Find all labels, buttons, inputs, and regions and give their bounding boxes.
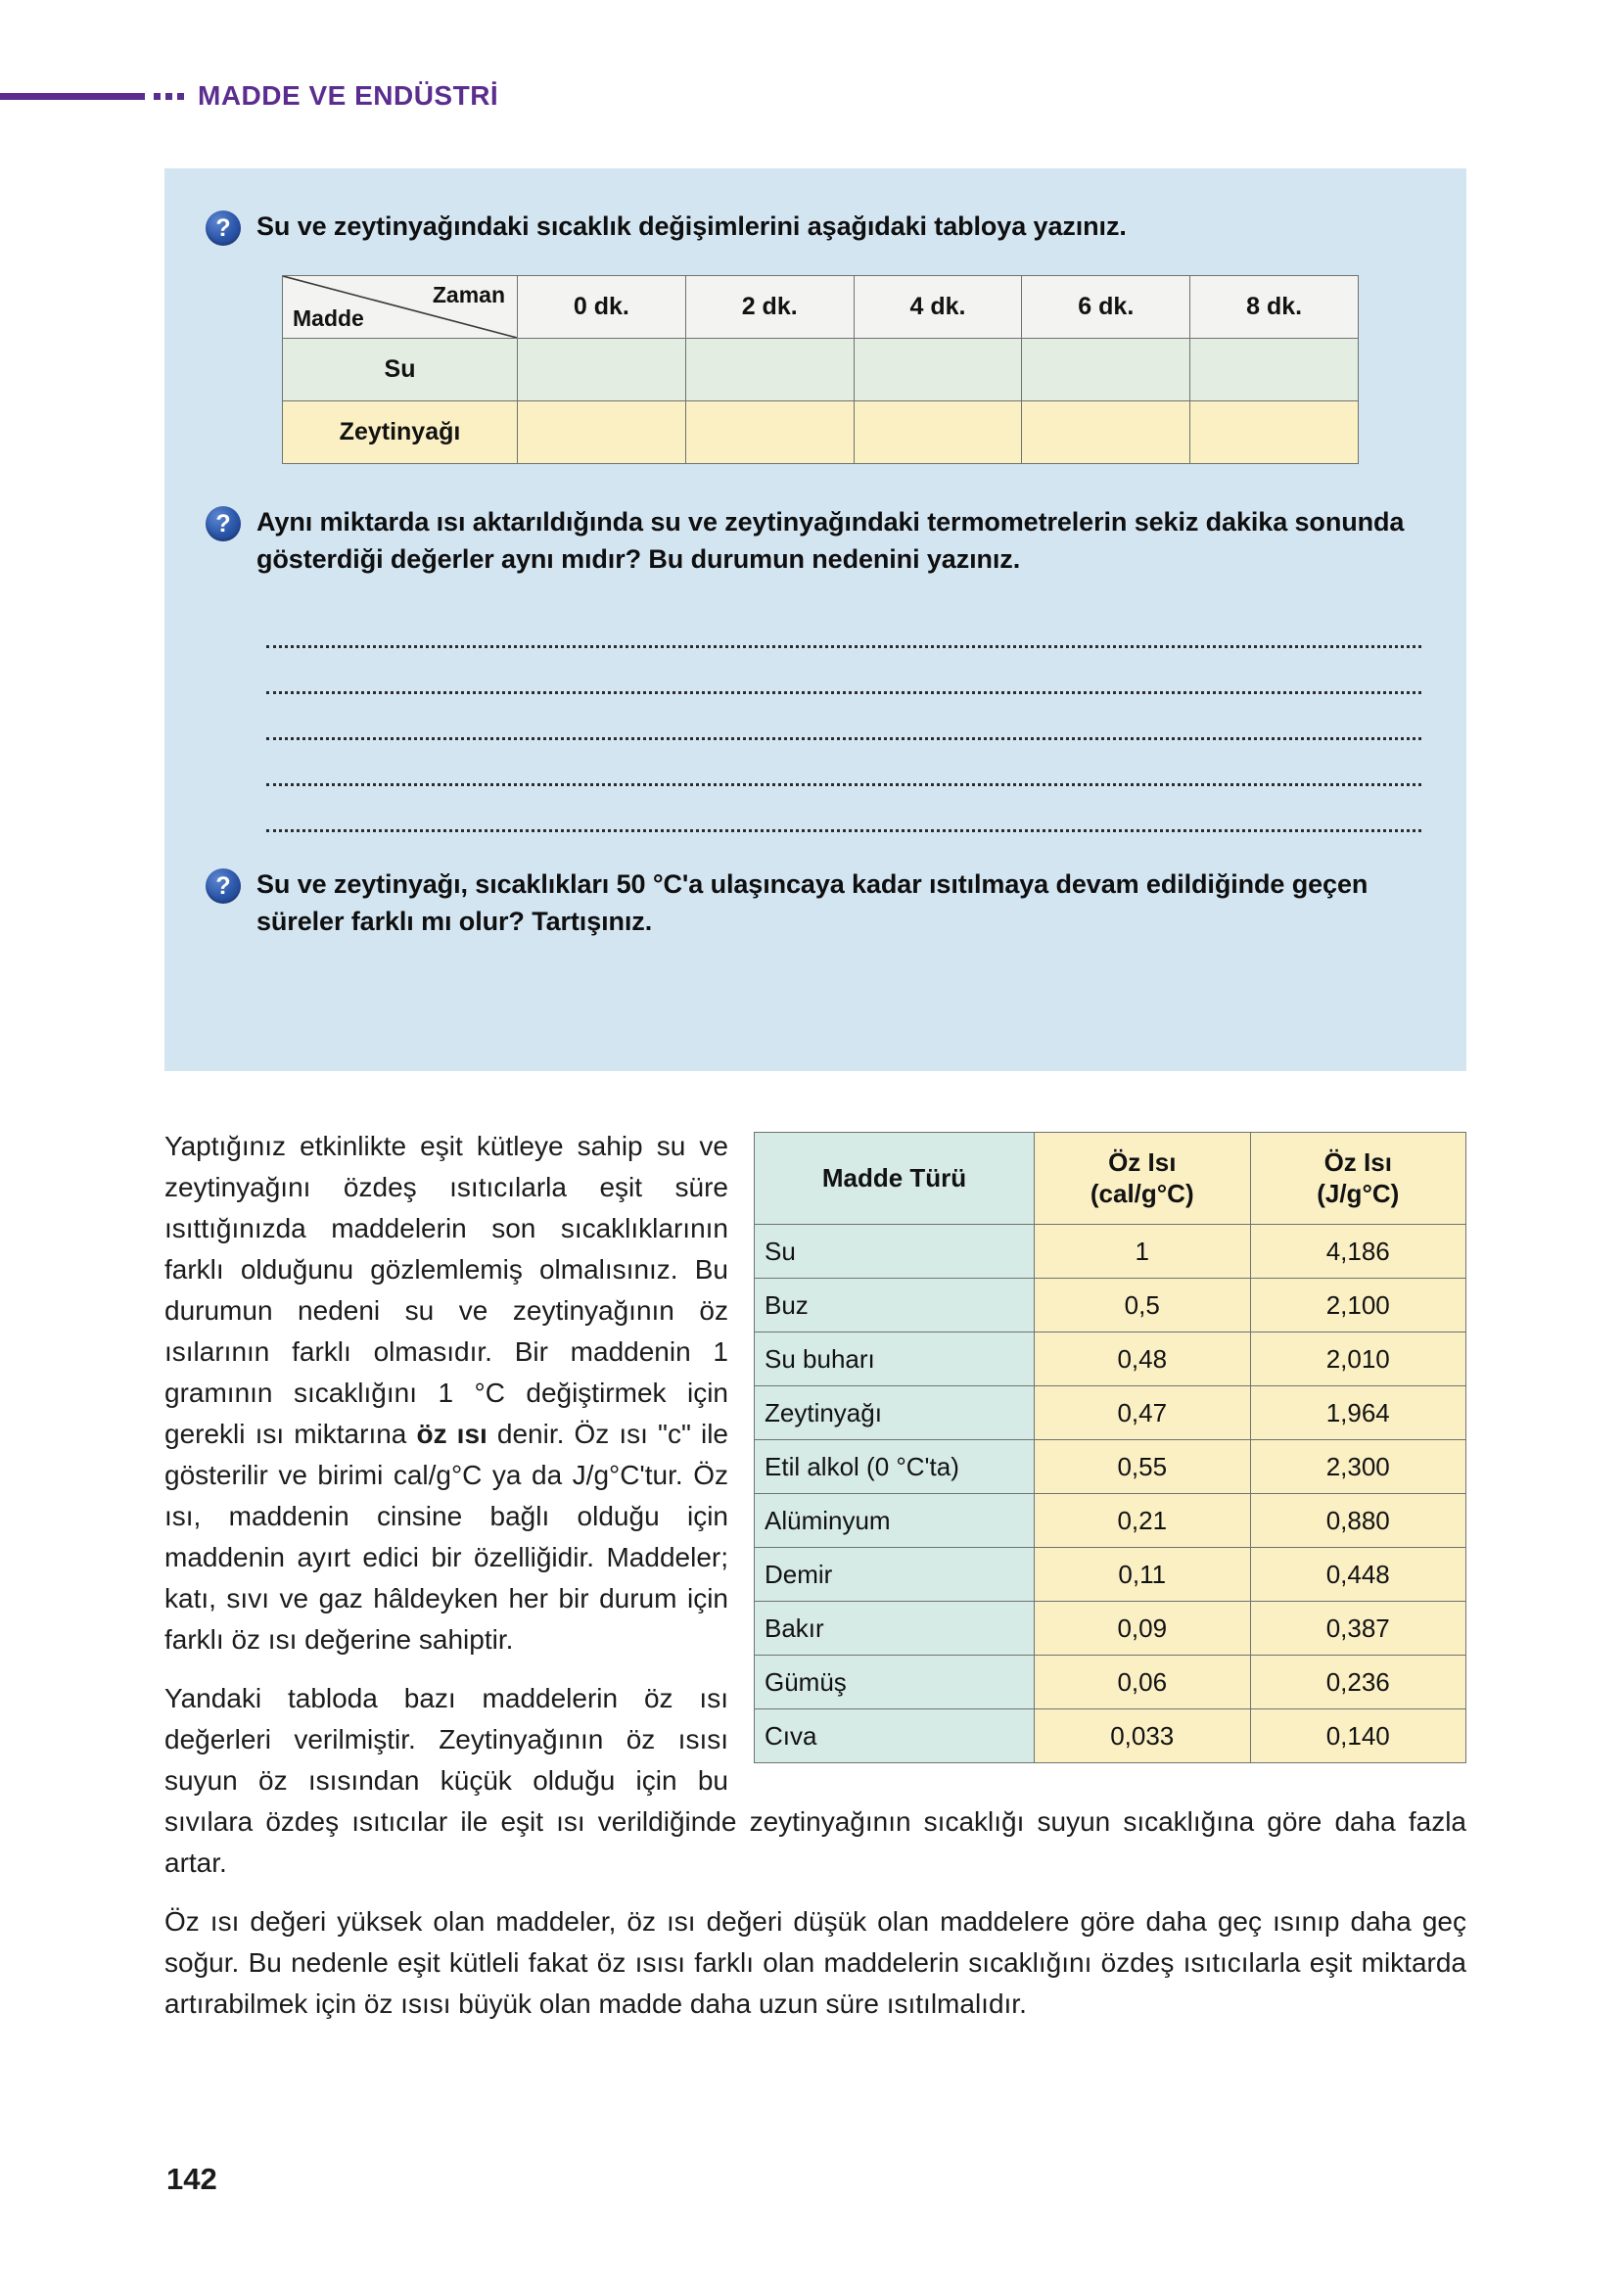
answer-lines xyxy=(266,602,1421,832)
corner-label-zaman: Zaman xyxy=(432,282,505,307)
heat-cal-5: 0,21 xyxy=(1035,1494,1251,1548)
heat-cal-0: 1 xyxy=(1035,1225,1251,1279)
heat-material-0: Su xyxy=(755,1225,1035,1279)
column-header-1: 2 dk. xyxy=(685,276,854,339)
heat-joule-8: 0,236 xyxy=(1250,1656,1466,1709)
question-3 xyxy=(206,865,1425,941)
table-row xyxy=(755,1440,1466,1494)
column-header-2: 4 dk. xyxy=(854,276,1022,339)
heat-joule-4: 2,300 xyxy=(1250,1440,1466,1494)
header-rule xyxy=(0,93,145,100)
table-row xyxy=(755,1709,1466,1763)
row-label-zeytinyagi: Zeytinyağı xyxy=(283,401,518,464)
heat-header-cal xyxy=(1035,1133,1251,1225)
paragraph-3: Öz ısı değeri yüksek olan maddeler, öz ısı değeri düşük olan maddelere göre daha geç ısınıp daha geç soğur. Bu nedenle eşit kütleli fakat öz ısısı farklı olan maddelerin sıcaklığını özdeş ısıtıcılarla eşit miktarda artırabilmek için öz ısısı büyük olan madde daha uzun süre ısıtılmalıdır. xyxy=(164,1906,1466,2019)
question-mark-icon: ? xyxy=(206,506,241,541)
table-row xyxy=(755,1494,1466,1548)
table-row xyxy=(755,1225,1466,1279)
heat-material-2: Su buharı xyxy=(755,1333,1035,1386)
cell-su-4[interactable] xyxy=(1190,339,1359,401)
column-header-0: 0 dk. xyxy=(518,276,686,339)
page-title: MADDE VE ENDÜSTRİ xyxy=(198,80,499,111)
heat-cal-8: 0,06 xyxy=(1035,1656,1251,1709)
heat-joule-1: 2,100 xyxy=(1250,1279,1466,1333)
question-1 xyxy=(206,208,1425,246)
heat-header-row xyxy=(755,1133,1466,1225)
heat-cal-6: 0,11 xyxy=(1035,1548,1251,1602)
heat-cal-4: 0,55 xyxy=(1035,1440,1251,1494)
table-row xyxy=(755,1548,1466,1602)
table-row-su xyxy=(283,339,1359,401)
heat-cal-9: 0,033 xyxy=(1035,1709,1251,1763)
specific-heat-table-wrap xyxy=(754,1132,1466,1763)
paragraph-2: Yandaki tabloda bazı maddelerin öz ısı değerleri verilmiştir. Zeytinyağının öz ısısı suyun öz ısısından küçük olduğu için bu sıvılara özdeş ısıtıcılar ile eşit ısı verildiğinde zeytinyağının sıcaklığı suyun sıcaklığına göre daha fazla artar. xyxy=(164,1683,1466,1878)
cell-zeytinyagi-4[interactable] xyxy=(1190,401,1359,464)
heat-joule-6: 0,448 xyxy=(1250,1548,1466,1602)
cell-zeytinyagi-1[interactable] xyxy=(685,401,854,464)
page-header xyxy=(0,76,1624,116)
table-header-row xyxy=(283,276,1359,339)
cell-zeytinyagi-0[interactable] xyxy=(518,401,686,464)
table-row xyxy=(755,1333,1466,1386)
heat-joule-2: 2,010 xyxy=(1250,1333,1466,1386)
heat-header-joule-line1: Öz Isı xyxy=(1323,1146,1392,1177)
heat-cal-1: 0,5 xyxy=(1035,1279,1251,1333)
question-2-text: Aynı miktarda ısı aktarıldığında su ve zeytinyağındaki termometrelerin sekiz dakika sonunda gösterdiği değerler aynı mıdır? Bu durumun nedenini yazınız. xyxy=(256,507,1405,575)
body-content xyxy=(164,1126,1466,2025)
cell-zeytinyagi-3[interactable] xyxy=(1022,401,1190,464)
cell-su-3[interactable] xyxy=(1022,339,1190,401)
question-mark-icon: ? xyxy=(206,210,241,246)
heat-joule-3: 1,964 xyxy=(1250,1386,1466,1440)
heat-material-8: Gümüş xyxy=(755,1656,1035,1709)
activity-box xyxy=(164,168,1466,1071)
table-row xyxy=(755,1386,1466,1440)
heat-cal-2: 0,48 xyxy=(1035,1333,1251,1386)
cell-su-1[interactable] xyxy=(685,339,854,401)
heat-header-cal-line2: (cal/g°C) xyxy=(1090,1178,1194,1208)
heat-material-6: Demir xyxy=(755,1548,1035,1602)
answer-line[interactable] xyxy=(266,602,1421,648)
question-1-text: Su ve zeytinyağındaki sıcaklık değişimlerini aşağıdaki tabloya yazınız. xyxy=(256,211,1127,241)
heat-joule-0: 4,186 xyxy=(1250,1225,1466,1279)
heat-joule-5: 0,880 xyxy=(1250,1494,1466,1548)
heat-joule-7: 0,387 xyxy=(1250,1602,1466,1656)
heat-material-7: Bakır xyxy=(755,1602,1035,1656)
question-mark-icon: ? xyxy=(206,868,241,904)
answer-line[interactable] xyxy=(266,786,1421,832)
question-3-text: Su ve zeytinyağı, sıcaklıkları 50 °C'a ulaşıncaya kadar ısıtılmaya devam edildiğinde geçen süreler farklı mı olur? Tartışınız. xyxy=(256,868,1369,936)
page-number: 142 xyxy=(166,2162,217,2196)
experiment-table-wrap xyxy=(282,275,1425,464)
table-row xyxy=(755,1602,1466,1656)
column-header-4: 8 dk. xyxy=(1190,276,1359,339)
heat-joule-9: 0,140 xyxy=(1250,1709,1466,1763)
paragraph-1-part2: denir. Öz ısı "c" ile gösterilir ve birimi cal/g°C ya da J/g°C'tur. Öz ısı, maddenin cinsine bağlı olduğu için maddenin ayırt edici bir özelliğidir. Maddeler; katı, sıvı ve gaz hâldeyken her bir durum için farklı öz ısı değerine sahiptir. xyxy=(164,1419,728,1655)
experiment-table xyxy=(282,275,1359,464)
heat-cal-7: 0,09 xyxy=(1035,1602,1251,1656)
question-2 xyxy=(206,503,1425,579)
heat-material-9: Cıva xyxy=(755,1709,1035,1763)
paragraph-1-bold-term: öz ısı xyxy=(416,1419,487,1449)
header-dots-icon xyxy=(154,93,184,100)
table-row-zeytinyagi xyxy=(283,401,1359,464)
cell-zeytinyagi-2[interactable] xyxy=(854,401,1022,464)
heat-material-4: Etil alkol (0 °C'ta) xyxy=(755,1440,1035,1494)
cell-su-2[interactable] xyxy=(854,339,1022,401)
column-header-3: 6 dk. xyxy=(1022,276,1190,339)
heat-material-5: Alüminyum xyxy=(755,1494,1035,1548)
answer-line[interactable] xyxy=(266,648,1421,694)
heat-header-joule xyxy=(1250,1133,1466,1225)
cell-su-0[interactable] xyxy=(518,339,686,401)
heat-material-3: Zeytinyağı xyxy=(755,1386,1035,1440)
corner-header-cell xyxy=(283,276,518,339)
heat-header-material: Madde Türü xyxy=(755,1133,1035,1225)
table-row xyxy=(755,1656,1466,1709)
heat-header-joule-line2: (J/g°C) xyxy=(1317,1178,1400,1208)
heat-material-1: Buz xyxy=(755,1279,1035,1333)
corner-label-madde: Madde xyxy=(293,305,364,331)
heat-header-cal-line1: Öz Isı xyxy=(1108,1146,1177,1177)
answer-line[interactable] xyxy=(266,740,1421,786)
answer-line[interactable] xyxy=(266,694,1421,740)
row-label-su: Su xyxy=(283,339,518,401)
paragraph-1-part1: Yaptığınız etkinlikte eşit kütleye sahip su ve zeytinyağını özdeş ısıtıcılarla eşit süre ısıttığınızda maddelerin son sıcaklıklarının farklı olduğunu gözlemlemiş olmalısınız. Bu durumun nedeni su ve zeytinyağının öz ısılarının farklı olmasıdır. Bir maddenin 1 gramının sıcaklığını 1 °C değiştirmek için gerekli ısı miktarına xyxy=(164,1131,728,1449)
specific-heat-table xyxy=(754,1132,1466,1763)
heat-cal-3: 0,47 xyxy=(1035,1386,1251,1440)
table-row xyxy=(755,1279,1466,1333)
